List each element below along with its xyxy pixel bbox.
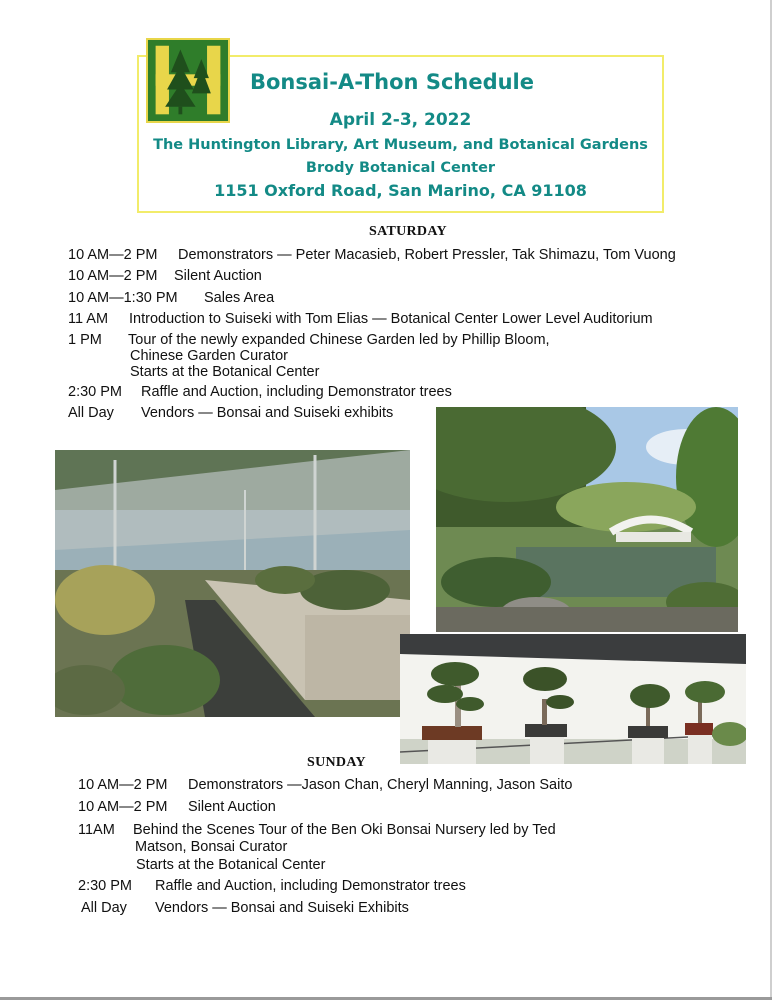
- item-time: 10 AM—2 PM: [78, 799, 168, 815]
- bonsai-nursery-photo: [55, 450, 410, 717]
- item-time: All Day: [68, 405, 114, 421]
- schedule-item: [68, 290, 274, 307]
- schedule-item: [68, 311, 653, 328]
- schedule-item: [78, 878, 466, 895]
- item-text-line3: Starts at the Botanical Center: [136, 857, 326, 873]
- item-text: Silent Auction: [188, 799, 276, 815]
- item-time: All Day: [81, 900, 127, 916]
- item-text: Tour of the newly expanded Chinese Garden led by Phillip Bloom,: [128, 332, 550, 348]
- schedule-item: [78, 777, 572, 794]
- item-text: Raffle and Auction, including Demonstrator trees: [141, 384, 452, 400]
- item-text: Vendors — Bonsai and Suiseki exhibits: [141, 405, 394, 421]
- schedule-item: [68, 405, 393, 422]
- item-text: Behind the Scenes Tour of the Ben Oki Bonsai Nursery led by Ted: [133, 822, 556, 838]
- item-time: 10 AM—2 PM: [68, 247, 158, 263]
- item-text: Raffle and Auction, including Demonstrator trees: [155, 878, 466, 894]
- schedule-item: [78, 799, 276, 816]
- item-time: 10 AM—2 PM: [68, 268, 158, 284]
- item-text: Demonstrators —Jason Chan, Cheryl Manning, Jason Saito: [188, 777, 573, 793]
- bonsai-wall-display-photo: [400, 634, 746, 764]
- schedule-item: [68, 332, 550, 349]
- schedule-item: [68, 247, 676, 264]
- venue-name: The Huntington Library, Art Museum, and Botanical Gardens: [153, 137, 648, 153]
- item-text: Silent Auction: [174, 268, 262, 284]
- item-text: Vendors — Bonsai and Suiseki Exhibits: [155, 900, 409, 916]
- item-time: 11 AM: [68, 311, 109, 327]
- item-text: Sales Area: [204, 290, 275, 306]
- item-text: Demonstrators — Peter Macasieb, Robert Pressler, Tak Shimazu, Tom Vuong: [178, 247, 676, 263]
- schedule-title: Bonsai-A-Thon Schedule: [250, 70, 535, 94]
- item-time: 2:30 PM: [78, 878, 132, 894]
- item-time: 10 AM—2 PM: [78, 777, 168, 793]
- schedule-item: [68, 384, 452, 401]
- item-time: 1 PM: [68, 332, 102, 348]
- venue-address: 1151 Oxford Road, San Marino, CA 91108: [214, 181, 587, 200]
- schedule-item: [78, 822, 556, 839]
- item-time: 10 AM—1:30 PM: [68, 290, 178, 306]
- item-time: 2:30 PM: [68, 384, 122, 400]
- item-text: Introduction to Suiseki with Tom Elias — Botanical Center Lower Level Auditorium: [129, 311, 653, 327]
- item-time: 11AM: [78, 822, 115, 838]
- event-date: April 2-3, 2022: [329, 110, 472, 130]
- saturday-heading: SATURDAY: [369, 224, 447, 239]
- item-text-line2: Chinese Garden Curator: [130, 348, 288, 364]
- sunday-heading: SUNDAY: [307, 755, 366, 770]
- center-name: Brody Botanical Center: [305, 160, 496, 176]
- item-text-line2: Matson, Bonsai Curator: [135, 839, 288, 855]
- chinese-garden-photo: [436, 407, 738, 632]
- item-text-line3: Starts at the Botanical Center: [130, 364, 320, 380]
- schedule-item: [68, 268, 262, 285]
- schedule-item: [81, 900, 409, 917]
